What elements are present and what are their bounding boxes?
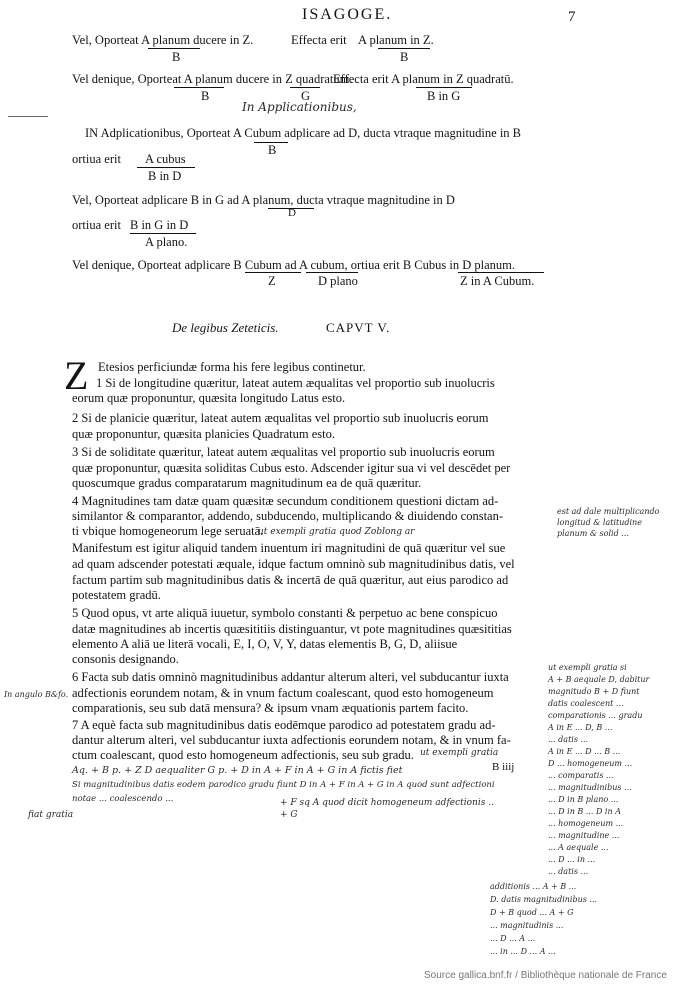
body-line: 3 Si de soliditate quæritur, lateat autem æqualitas vel proportio sub inuolucris eorum — [72, 445, 495, 459]
handwritten-equation: notae ... coalescendo ... — [72, 794, 174, 804]
margin-line: ... magnitudinis ... — [490, 921, 564, 930]
body-line: eorum quæ proponuntur, quæsita longitudo Latus esto. — [72, 391, 346, 405]
margin-line: ... D ... A ... — [490, 934, 536, 943]
margin-note-right: planum & solid ... — [557, 529, 629, 538]
margin-line: A in E ... D, B ... — [548, 723, 613, 732]
margin-line: ... datis ... — [548, 735, 589, 744]
ortiua-label: ortiua erit — [72, 152, 121, 166]
margin-line: ... homogeneum ... — [548, 819, 624, 828]
body-line: quoscumque gradus comparatarum magnitudinum ea de quā quæritur. — [72, 476, 422, 490]
fraction-bar — [378, 48, 430, 49]
margin-note-right: longitud & latitudine — [557, 518, 642, 527]
handwritten-equation: Aq. + B p. + Z D aequaliter G p. + D in A + F in A + G in A fictis fiet — [72, 765, 403, 776]
margin-line: ... comparatis ... — [548, 771, 614, 780]
fraction-bar — [306, 272, 358, 273]
denominator: D plano — [318, 274, 358, 288]
example-line-1c: A planum in Z. — [358, 33, 434, 47]
example-line-2b: Effecta erit A planum in Z quadratū. — [333, 72, 514, 86]
margin-line: D ... homogeneum ... — [548, 759, 633, 768]
body-line: ctum coalescant, quod esto homogeneum adfectionis, seu sub gradu. — [72, 748, 414, 762]
margin-line: ... A aequale ... — [548, 843, 609, 852]
margin-line: A + B aequale D, dabitur — [548, 675, 650, 684]
margin-column-bottom — [490, 880, 670, 958]
body-line: similantor & comparantor, addendo, subducendo, multiplicando & diuidendo constan- — [72, 509, 504, 523]
chapter-title: De legibus Zeteticis. — [172, 320, 279, 335]
ortiua-label: ortiua erit — [72, 218, 121, 232]
body-line: 5 Quod opus, vt arte aliquā iuuetur, symbolo constanti & perpetuo ac bene conspicuo — [72, 606, 498, 620]
application-line-3: Vel denique, Oporteat adplicare B Cubum ad A cubum, ortiua erit B Cubus in D planum. — [72, 258, 515, 272]
margin-line: datis coalescent ... — [548, 699, 624, 708]
margin-column-right — [548, 662, 678, 878]
body-line: dantur alterum alteri, vel subducantur iuxta adfectionis eorundem notam, & in vnum fa- — [72, 733, 511, 747]
body-line: ti vbique homogeneorum lege seruatā. — [72, 524, 264, 538]
body-line: 1 Si de longitudine quæritur, lateat autem æqualitas vel proportio sub inuolucris — [96, 376, 495, 390]
running-head: ISAGOGE. — [302, 6, 393, 23]
body-line: comparationis, seu sub datā mensura? & ipsum vnam æquationis partem facito. — [72, 701, 469, 715]
body-line: 2 Si de planicie quæritur, lateat autem æqualitas vel proportio sub inuolucris eorum — [72, 411, 489, 425]
margin-line: additionis ... A + B ... — [490, 882, 577, 891]
chapter-number: CAPVT V. — [326, 320, 391, 335]
drop-cap: Z — [64, 353, 89, 398]
fraction-bar — [174, 87, 224, 88]
denominator: Z — [268, 274, 276, 288]
body-line-rest: Etesios perficiundæ forma his fere legibus continetur. — [98, 360, 366, 374]
handwritten-equation: Si magnitudinibus datis eodem parodico gradu fiunt D in A + F in A + G in A quod sunt adfectioni — [72, 780, 495, 790]
fraction-bar — [416, 87, 472, 88]
handwritten-interlinear: ut exempli gratia quod Zoblong ar — [258, 527, 415, 537]
body-line: 4 Magnitudines tam datæ quam quæsitæ secundum conditionem questioni dictam ad- — [72, 494, 499, 508]
denominator: B — [268, 143, 277, 157]
page-number: 7 — [568, 9, 576, 25]
denominator: B in D — [148, 169, 182, 183]
body-line: Manifestum est igitur aliquid tandem inuentum iri magnitudini de quā quæritur vel sue — [72, 541, 506, 555]
denominator: Z in A Cubum. — [460, 274, 535, 288]
example-line-1b: Effecta erit — [291, 33, 347, 47]
margin-line: D + B quod ... A + G — [490, 908, 574, 917]
fraction-bar — [290, 87, 320, 88]
application-line-1: IN Adplicationibus, Oporteat A Cubum adplicare ad D, ducta vtraque magnitudine in B — [85, 126, 522, 140]
fraction-bar — [245, 272, 301, 273]
margin-note-left: In angulo B&fo. — [4, 690, 69, 699]
margin-line: ... datis ... — [548, 867, 589, 876]
margin-note-right: est ad dale multiplicando — [557, 507, 660, 516]
example-line-1a: Vel, Oporteat A planum ducere in Z. — [72, 33, 254, 47]
margin-line: ... D ... in ... — [548, 855, 596, 864]
handwritten-equation: + F sq A quod dicit homogeneum adfectionis .. — [280, 798, 494, 808]
fraction-bar — [130, 233, 196, 234]
handwritten-note: In Applicationibus, — [242, 100, 357, 114]
margin-line: ... magnitudinibus ... — [548, 783, 632, 792]
body-line: 7 A equè facta sub magnitudinibus datis eodēmque parodico ad potestatem gradu ad- — [72, 718, 496, 732]
numerator: B in G in D — [130, 218, 189, 232]
fraction-bar — [458, 272, 544, 273]
margin-note-left: fiat gratia — [28, 810, 74, 820]
handwritten-interlinear: ut exempli gratia — [420, 748, 499, 758]
fraction-bar — [148, 48, 200, 49]
body-line: factum partim sub magnitudinibus datis & incertā de quā quæritur, aut eius parodico ad — [72, 573, 509, 587]
denominator: A plano. — [145, 235, 188, 249]
denominator: D — [288, 207, 296, 219]
handwritten-strike — [8, 116, 48, 117]
body-line: elemento A aliā ue literā vocali, E, I, O, V, Y, datas elementis B, G, D, aliisue — [72, 637, 458, 651]
signature-mark: B iiij — [492, 761, 515, 773]
margin-line: magnitudo B + D fiunt — [548, 687, 640, 696]
body-line: adfectionis eorundem notam, & in vnum factum coalescant, quod esto homogeneum — [72, 686, 494, 700]
margin-line: A in E ... D ... B ... — [548, 747, 621, 756]
handwritten-equation: + G — [280, 810, 298, 820]
example-line-2: Vel denique, Oporteat A planum ducere in Z quadratum. — [72, 72, 353, 86]
body-line: 6 Facta sub datis omninò magnitudinibus addantur alterum alteri, vel subducantur iuxta — [72, 670, 509, 684]
margin-line: ... magnitudine ... — [548, 831, 620, 840]
denominator: B — [400, 50, 409, 64]
body-line: consonis designando. — [72, 652, 179, 666]
body-line: datæ magnitudines ab incertis quæsititiis distinguantur, vt pote magnitudines quæsititias — [72, 622, 512, 636]
denominator: B — [172, 50, 181, 64]
margin-line: ... D in B plano ... — [548, 795, 619, 804]
margin-line: ... in ... D ... A ... — [490, 947, 556, 956]
denominator: B in G — [427, 89, 461, 103]
body-line: potestatem gradū. — [72, 588, 161, 602]
body-line: ad quam adscender potestati æquale, idque factum omninò sub magnitudinibus datis, vel — [72, 557, 515, 571]
body-line: quæ proponuntur, quæsita planicies Quadratum esto. — [72, 427, 336, 441]
numerator: A cubus — [145, 152, 186, 166]
body-line: quæ proponuntur, quæsita soliditas Cubus esto. Adscender igitur sua vi vel descēdet per — [72, 461, 511, 475]
fraction-bar — [137, 167, 195, 168]
denominator: B — [201, 89, 210, 103]
margin-line: comparationis ... gradu — [548, 711, 643, 720]
margin-line: ... D in B ... D in A — [548, 807, 621, 816]
margin-line: D. datis magnitudinibus ... — [490, 895, 598, 904]
application-line-2: Vel, Oporteat adplicare B in G ad A planum, ducta vtraque magnitudine in D — [72, 193, 455, 207]
denominator: G — [301, 89, 311, 103]
margin-line: ut exempli gratia si — [548, 663, 627, 672]
source-credit: Source gallica.bnf.fr / Bibliothèque nationale de France — [424, 970, 667, 981]
